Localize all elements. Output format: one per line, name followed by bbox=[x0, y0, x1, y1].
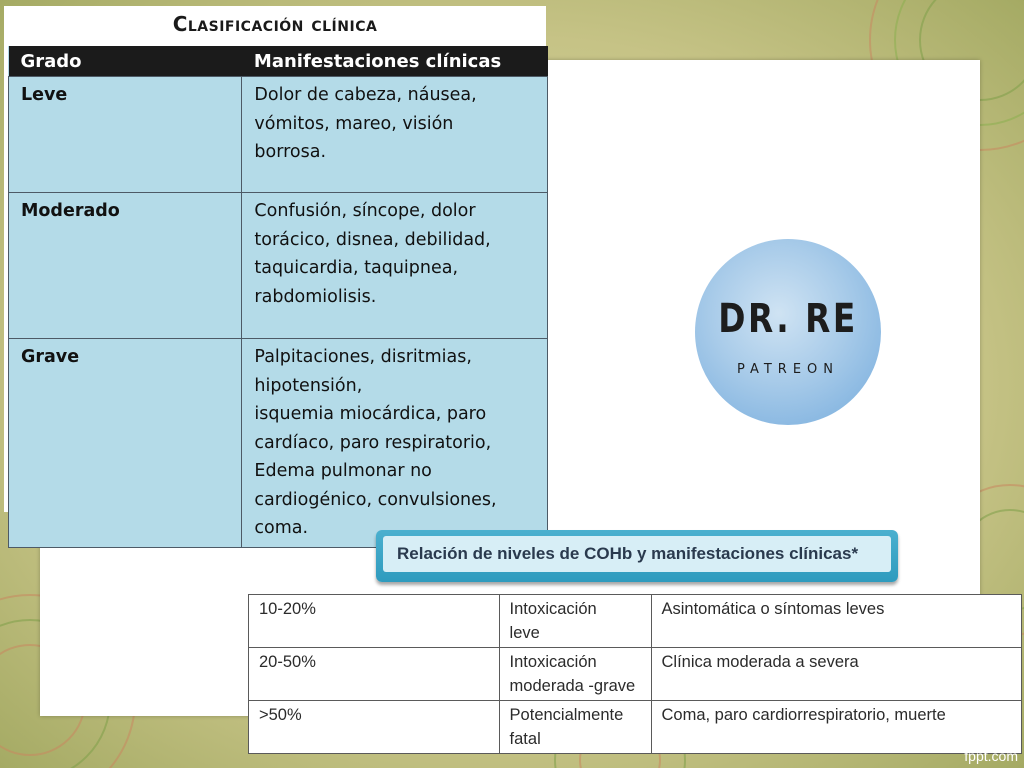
cohb-table bbox=[248, 594, 1022, 754]
cohb-category-line: Intoxicación bbox=[509, 653, 597, 671]
cohb-level-cell: 20-50% bbox=[249, 648, 500, 701]
cohb-category-line: fatal bbox=[509, 730, 541, 748]
grade-cell: Leve bbox=[9, 77, 242, 193]
manifestation-line: torácico, disnea, debilidad, bbox=[254, 229, 491, 250]
cohb-category-line: leve bbox=[509, 624, 540, 642]
manifestation-line: coma. bbox=[254, 518, 309, 538]
manifestation-line: cardíaco, paro respiratorio, bbox=[254, 432, 492, 453]
table-row bbox=[249, 595, 1022, 648]
header-manifestations: Manifestaciones clínicas bbox=[242, 46, 548, 77]
cohb-level-cell: >50% bbox=[249, 701, 500, 754]
manifestation-line: Dolor de cabeza, náusea, bbox=[254, 85, 477, 105]
logo-sub-text: PATREON bbox=[736, 362, 840, 377]
manifestation-line: Edema pulmonar no bbox=[254, 461, 432, 481]
manifestation-line: isquemia miocárdica, paro bbox=[254, 404, 487, 424]
table-row bbox=[249, 648, 1022, 701]
cohb-category-cell bbox=[499, 595, 651, 648]
cohb-title: Relación de niveles de COHb y manifestaciones clínicas* bbox=[383, 536, 891, 572]
grade-cell: Grave bbox=[9, 339, 242, 548]
table-row bbox=[9, 77, 548, 193]
cohb-category-line: Intoxicación bbox=[509, 600, 597, 618]
cohb-category-cell bbox=[499, 648, 651, 701]
header-grade: Grado bbox=[9, 46, 242, 77]
manifestation-line: taquicardia, taquipnea, bbox=[254, 258, 459, 278]
table-row bbox=[9, 193, 548, 339]
cohb-category-line: moderada -grave bbox=[509, 677, 636, 695]
cohb-category-line: Potencialmente bbox=[509, 706, 624, 724]
manifestation-line: cardiogénico, convulsiones, bbox=[254, 489, 497, 510]
classification-title: Clasificación clínica bbox=[172, 12, 378, 36]
classification-header-row bbox=[9, 46, 548, 77]
manifestation-line: borrosa. bbox=[254, 142, 327, 162]
table-row bbox=[249, 701, 1022, 754]
manifestation-cell bbox=[242, 339, 548, 548]
clinical-classification-panel bbox=[4, 6, 546, 538]
manifestation-line: Confusión, síncope, dolor bbox=[254, 201, 476, 221]
manifestation-line: Palpitaciones, disritmias, bbox=[254, 347, 472, 367]
classification-table bbox=[8, 46, 548, 548]
table-row bbox=[9, 339, 548, 548]
grade-cell: Moderado bbox=[9, 193, 242, 339]
dr-re-logo bbox=[690, 236, 886, 432]
logo-main-text: DR. RE bbox=[718, 296, 858, 342]
manifestation-cell bbox=[242, 193, 548, 339]
cohb-manifestation-cell: Coma, paro cardiorrespiratorio, muerte bbox=[651, 701, 1022, 754]
manifestation-line: rabdomiolisis. bbox=[254, 286, 377, 307]
manifestation-cell bbox=[242, 77, 548, 193]
cohb-level-cell: 10-20% bbox=[249, 595, 500, 648]
cohb-manifestation-cell: Clínica moderada a severa bbox=[651, 648, 1022, 701]
manifestation-line: hipotensión, bbox=[254, 375, 363, 396]
cohb-category-cell bbox=[499, 701, 651, 754]
fppt-watermark: fppt.com bbox=[964, 748, 1018, 764]
cohb-title-banner bbox=[376, 530, 898, 582]
cohb-manifestation-cell: Asintomática o síntomas leves bbox=[651, 595, 1022, 648]
manifestation-line: vómitos, mareo, visión bbox=[254, 113, 454, 134]
